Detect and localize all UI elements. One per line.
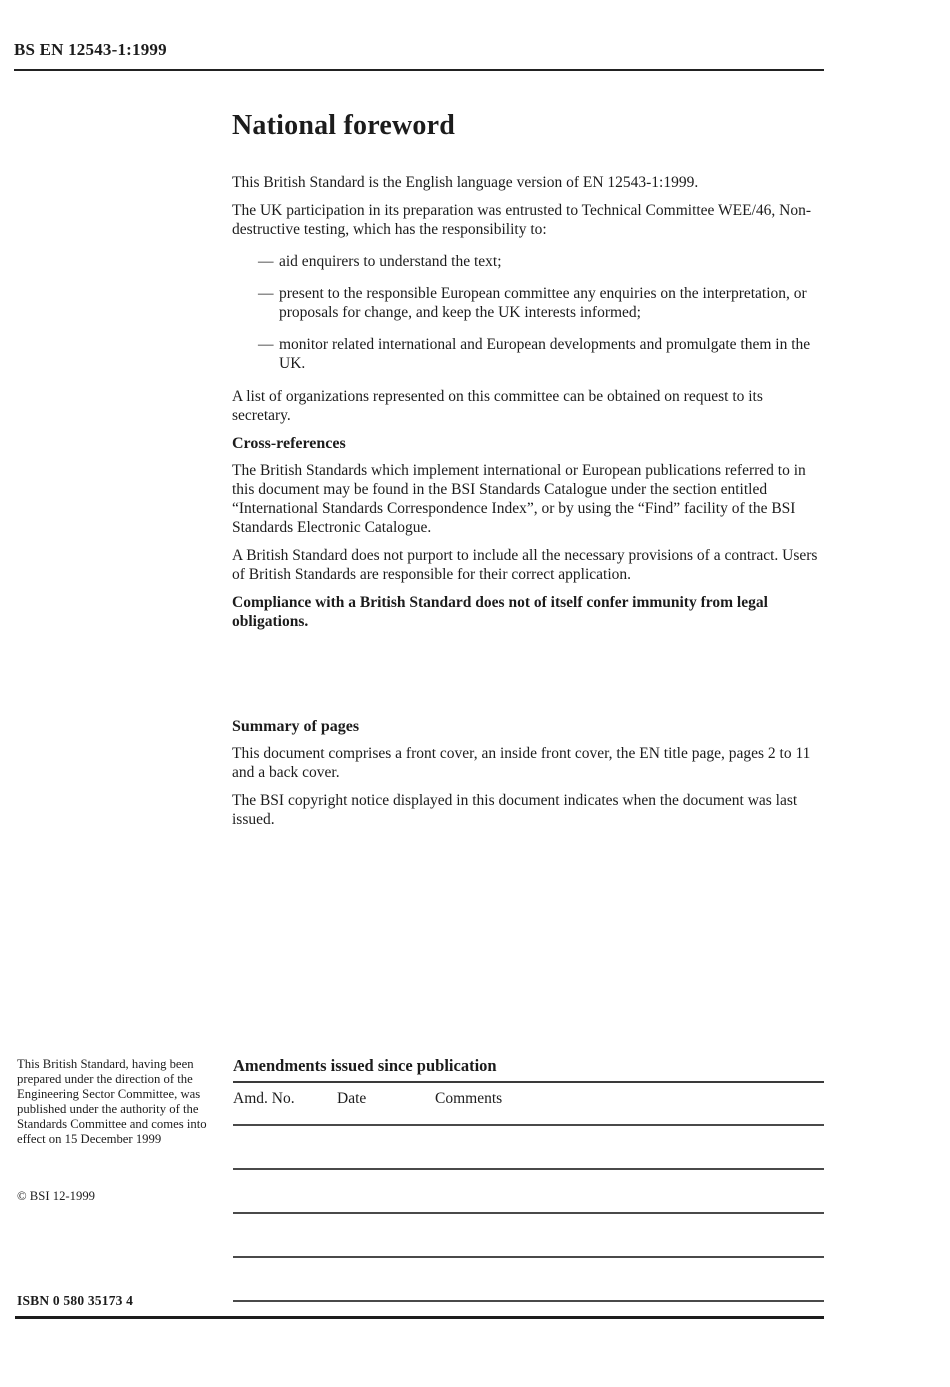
summary-paragraph-1: This document comprises a front cover, an inside front cover, the EN title page, pages 2 to 11 and a back cover. [232, 745, 811, 781]
dash-marker: — [258, 253, 274, 270]
summary-of-pages-heading: Summary of pages [232, 718, 360, 735]
amendment-row-empty [233, 1214, 824, 1258]
column-header-comments: Comments [435, 1090, 503, 1107]
dash-marker: — [258, 285, 274, 302]
list-item-text: aid enquirers to understand the text; [279, 253, 502, 270]
intro-paragraph-1: This British Standard is the English language version of EN 12543-1:1999. [232, 174, 699, 191]
publication-side-note: This British Standard, having been prepared under the direction of the Engineering Sector Committee, was published under the authority of the Standards Committee and comes into effect on 15 December 1999 [17, 1057, 207, 1146]
column-header-date: Date [337, 1090, 367, 1107]
compliance-note: Compliance with a British Standard does not of itself confer immunity from legal obligations. [232, 594, 768, 630]
header-rule [14, 69, 824, 71]
list-item [258, 284, 824, 322]
organizations-paragraph: A list of organizations represented on this committee can be obtained on request to its secretary. [232, 388, 763, 424]
copyright-notice: © BSI 12-1999 [17, 1189, 96, 1203]
list-item [258, 335, 824, 373]
cross-references-paragraph-1: The British Standards which implement international or European publications referred to in this document may be found in the BSI Standards Catalogue under the section entitled “International Standards Correspondence Index”, or by using the “Find” facility of the BSI Standards Electronic Catalogue. [232, 462, 806, 536]
page-title: National foreword [232, 110, 455, 141]
page-bottom-rule [15, 1316, 824, 1319]
intro-paragraph-2: The UK participation in its preparation was entrusted to Technical Committee WEE/46, Non-destructive testing, which has the responsibility to: [232, 202, 812, 238]
amendments-title: Amendments issued since publication [233, 1056, 824, 1083]
amendment-row-empty [233, 1126, 824, 1170]
isbn-number: ISBN 0 580 35173 4 [17, 1293, 134, 1308]
cross-references-paragraph-2: A British Standard does not purport to include all the necessary provisions of a contract. Users of British Standards are responsible for their correct application. [232, 547, 818, 583]
amendment-row-empty [233, 1170, 824, 1214]
amendment-row-empty [233, 1258, 824, 1302]
responsibility-list [258, 252, 824, 373]
column-header-amd-no: Amd. No. [233, 1090, 295, 1107]
list-item-text: present to the responsible European committee any enquiries on the interpretation, or proposals for change, and keep the UK interests informed; [279, 285, 807, 321]
summary-paragraph-2: The BSI copyright notice displayed in this document indicates when the document was last issued. [232, 792, 798, 828]
standard-reference: BS EN 12543-1:1999 [14, 40, 167, 59]
cross-references-heading: Cross-references [232, 435, 346, 452]
list-item [258, 252, 824, 271]
amendments-table [233, 1056, 824, 1302]
amendments-header-row [233, 1083, 824, 1126]
main-content [232, 110, 824, 838]
dash-marker: — [258, 336, 274, 353]
list-item-text: monitor related international and European developments and promulgate them in the UK. [279, 336, 811, 372]
